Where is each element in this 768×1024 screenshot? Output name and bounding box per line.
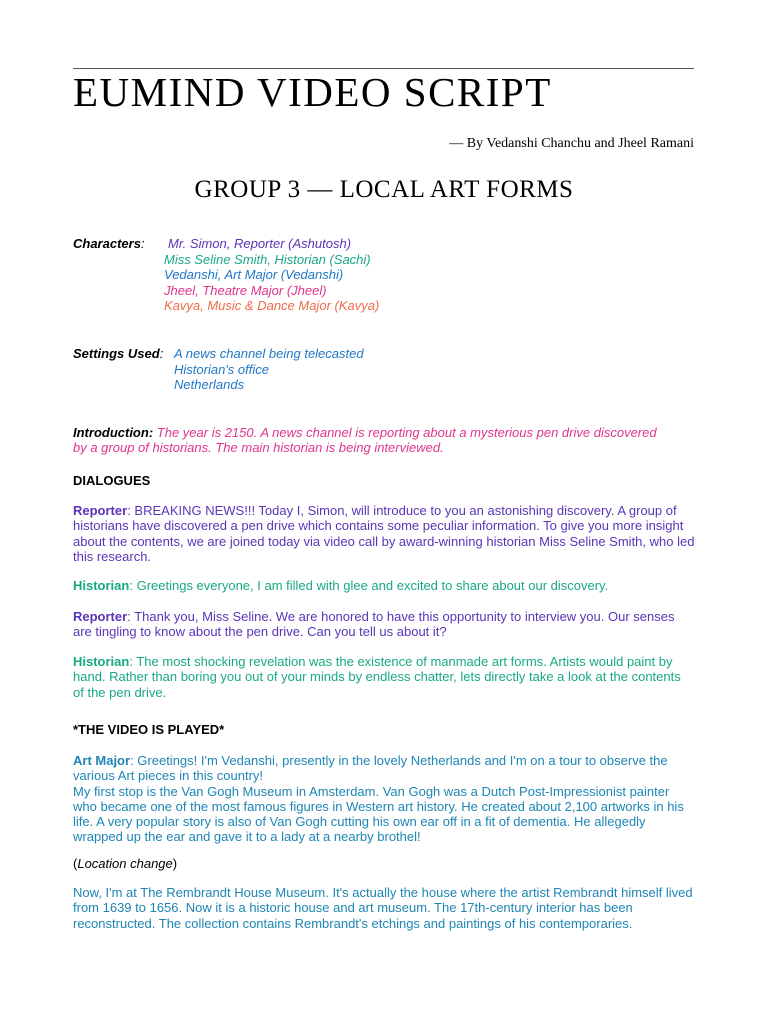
speaker-name: Reporter [73,609,128,624]
location-change-open: ( [73,856,78,871]
dialogue-reporter-1 [73,503,695,564]
character-art-major: Vedanshi, Art Major (Vedanshi) [164,267,344,282]
settings-list [174,346,364,393]
document-title: EUMIND VIDEO SCRIPT [73,69,552,115]
speaker-sep: : [130,753,134,768]
introduction-label: Introduction: [73,425,154,440]
dialogue-text: Greetings! I'm Vedanshi, presently in the lovely Netherlands and I'm on a tour to observe the various Art pieces in this country! [73,753,668,784]
dialogue-text: Greetings everyone, I am filled with glee and excited to share about our discovery. [132,578,609,593]
dialogue-historian-2 [73,654,695,700]
introduction-text: The year is 2150. A news channel is reporting about a mysterious pen drive discovered by a group of historians. The main historian is being interviewed. [73,425,657,456]
speaker-sep: : [127,503,131,518]
dialogue-text: The most shocking revelation was the existence of manmade art forms. Artists would paint by hand. Rather than boring you out of your minds by endless chatter, lets directly take a look at the contents of the pen drive. [73,654,681,700]
setting-item: Historian's office [174,361,269,377]
speaker-name: Historian [73,578,130,593]
character-historian: Miss Seline Smith, Historian (Sachi) [164,251,371,267]
dialogues-heading: DIALOGUES [73,473,151,488]
characters-label: Characters [73,236,141,251]
characters-label-row [73,236,145,252]
dialogue-text: My first stop is the Van Gogh Museum in Amsterdam. Van Gogh was a Dutch Post-Impressionist painter who became one of the most famous figures in Western art history. He created about 2,100 artworks in his life. A very popular story is also of Van Gogh cutting his own ear off in a fit of dementia. He allegedly wrapped up the ear and gave it to a lady at a nearby brothel! [73,783,684,845]
dialogue-historian-1 [73,578,695,593]
location-change [73,856,695,871]
speaker-sep: : [127,609,131,624]
dialogue-text: BREAKING NEWS!!! Today I, Simon, will introduce to you an astonishing discovery. A group of historians have discovered a pen drive which contains some peculiar information. To give you more insight about the contents, we are joined today via video call by award-winning historian Miss Seline Smith, who led this research. [73,503,695,564]
subtitle: GROUP 3 — LOCAL ART FORMS [194,176,574,203]
speaker-name: Historian [73,654,130,669]
characters-list [164,236,379,314]
speaker-sep: : [129,578,133,593]
byline: — By Vedanshi Chanchu and Jheel Ramani [449,136,694,151]
character-theatre-major: Jheel, Theatre Major (Jheel) [164,282,327,298]
settings-label: Settings Used [73,346,160,361]
character-reporter: Mr. Simon, Reporter (Ashutosh) [168,236,352,251]
dialogue-reporter-2 [73,609,695,640]
speaker-name: Reporter [73,503,128,518]
character-music-dance-major: Kavya, Music & Dance Major (Kavya) [164,298,380,313]
characters-colon: : [140,236,145,251]
settings-colon: : [159,346,164,361]
location-change-text: Location change [77,856,173,871]
speaker-name: Art Major [73,753,131,768]
introduction [73,425,673,456]
speaker-sep: : [129,654,133,669]
setting-item: Netherlands [174,377,245,392]
dialogue-text: Thank you, Miss Seline. We are honored to have this opportunity to interview you. Our senses are tingling to know about the pen drive. Can you tell us about it? [73,609,675,640]
location-change-close: ) [172,856,178,871]
rembrandt-paragraph: Now, I'm at The Rembrandt House Museum. It's actually the house where the artist Rembrandt himself lived from 1639 to 1656. Now it is a historic house and art museum. The 17th-century interior has been reconstructed. The collection contains Rembrandt's etchings and paintings of his contemporaries. [73,885,693,931]
dialogue-art-major [73,753,695,845]
settings-label-row [73,346,163,362]
video-played-heading: *THE VIDEO IS PLAYED* [73,722,225,737]
setting-item: A news channel being telecasted [174,346,364,361]
